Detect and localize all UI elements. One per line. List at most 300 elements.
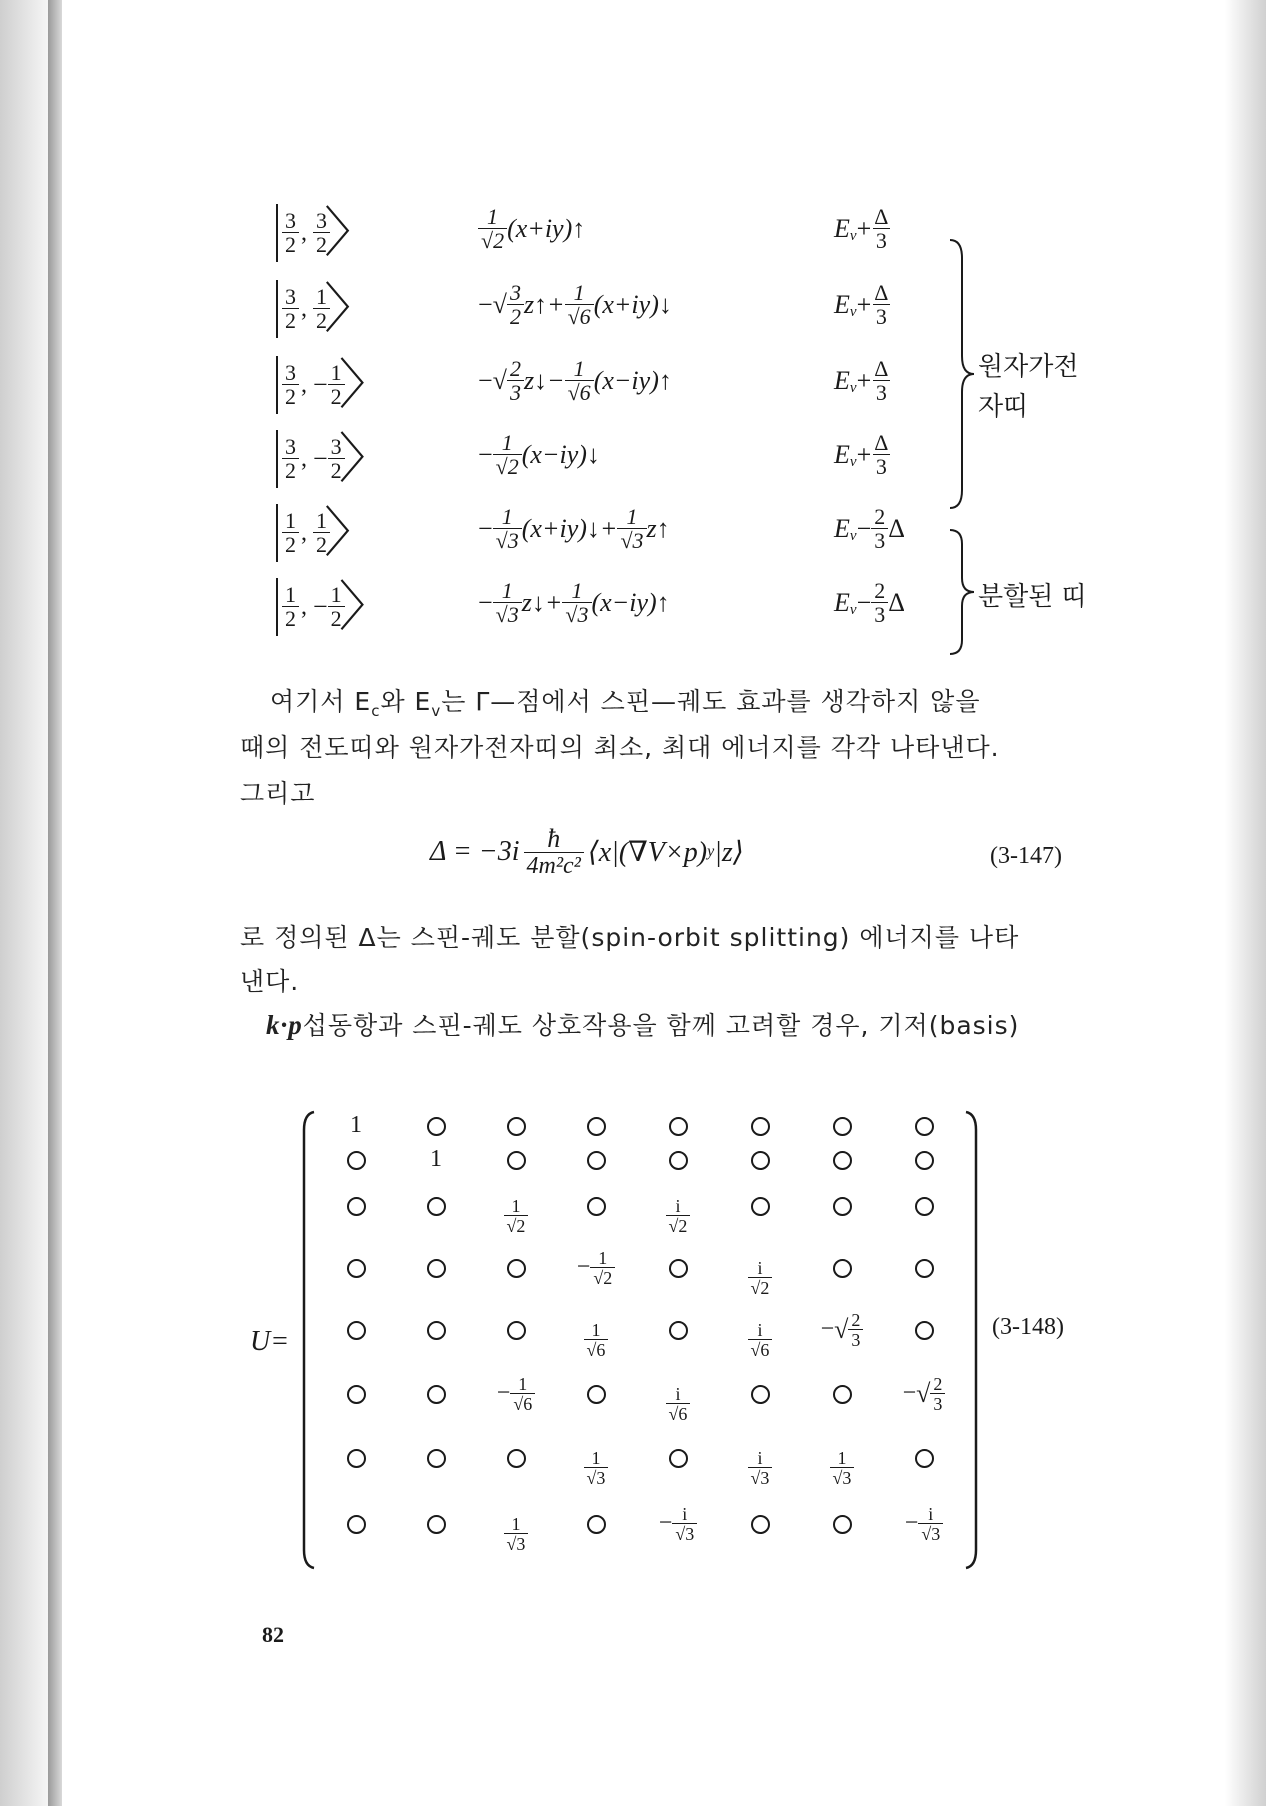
sqrt: √: [916, 1378, 931, 1408]
split-brace: [948, 528, 978, 656]
matrix-cell-2-1: [401, 1192, 471, 1219]
comma: ,: [301, 371, 307, 398]
denominator: 2: [282, 308, 299, 332]
zero-circle-icon: [751, 1151, 770, 1170]
matrix-cell-5-1: [401, 1380, 471, 1407]
denominator: 2: [328, 458, 345, 482]
eq147-fraction: [524, 826, 584, 878]
matrix-entry: [584, 1449, 609, 1487]
matrix-cell-7-0: [321, 1510, 391, 1537]
denominator: √3: [562, 602, 591, 626]
numerator: 2: [933, 1373, 943, 1394]
energy-E: E: [834, 290, 850, 319]
numerator: Δ: [874, 204, 889, 229]
energy-plus: +: [856, 440, 872, 469]
energy-sub-v: v: [849, 601, 857, 618]
ket-bar: [276, 578, 278, 636]
matrix-cell-4-1: [401, 1316, 471, 1343]
fraction: [830, 1449, 855, 1487]
denominator: √6: [666, 1403, 691, 1423]
zero-circle-icon: [669, 1151, 688, 1170]
matrix-left-bracket: [298, 1110, 318, 1570]
numerator: 2: [874, 504, 886, 529]
comma: ,: [301, 445, 307, 472]
comma: ,: [301, 295, 307, 322]
energy-sub-v: v: [849, 527, 857, 544]
zero-circle-icon: [427, 1449, 446, 1468]
matrix-entry: [748, 1449, 773, 1487]
sign: −: [496, 1380, 511, 1406]
fraction: [848, 1311, 863, 1349]
denominator: 3: [930, 1393, 945, 1413]
denominator: √6: [748, 1339, 773, 1359]
zero-circle-icon: [751, 1515, 770, 1534]
numerator: i: [757, 1320, 763, 1340]
matrix-cell-6-1: [401, 1444, 471, 1471]
matrix-cell-4-6: [807, 1309, 877, 1350]
ket-state-2: [276, 277, 378, 340]
matrix-cell-2-3: [561, 1192, 631, 1219]
numerator: i: [675, 1196, 681, 1216]
matrix-cell-7-3: [561, 1510, 631, 1537]
matrix-cell-0-0: [321, 1112, 391, 1139]
ket-angle: 〉: [338, 427, 393, 490]
ket-angle: 〉: [324, 277, 378, 340]
fraction: [504, 1197, 529, 1235]
fraction: [282, 210, 299, 256]
denominator: √2: [493, 454, 522, 478]
fraction: [282, 286, 299, 332]
fraction: [748, 1449, 773, 1487]
zero-circle-icon: [915, 1449, 934, 1468]
zero-circle-icon: [833, 1117, 852, 1136]
expr-text: z↑: [646, 514, 670, 543]
sign: −: [313, 370, 328, 399]
zero-circle-icon: [833, 1197, 852, 1216]
zero-circle-icon: [915, 1151, 934, 1170]
numerator: 3: [285, 284, 296, 309]
ket-energy-2: [834, 282, 891, 328]
numerator: 1: [330, 582, 342, 607]
matrix-entry: [584, 1321, 609, 1359]
fraction: [871, 580, 888, 626]
denominator: 3: [871, 602, 888, 626]
fraction: [748, 1321, 773, 1359]
matrix-cell-3-3: [561, 1247, 631, 1288]
expr-text: (x−iy)↑: [591, 588, 670, 617]
matrix-cell-1-7: [889, 1146, 959, 1173]
comma: ,: [301, 593, 307, 620]
matrix-entry: [748, 1259, 773, 1297]
expr-text: z↓−: [523, 366, 565, 395]
valence-label-2: 자띠: [978, 392, 1029, 422]
matrix-cell-4-4: [643, 1316, 713, 1343]
zero-circle-icon: [915, 1321, 934, 1340]
denominator: 3: [873, 304, 890, 328]
zero-circle-icon: [587, 1385, 606, 1404]
p1-sub-v: v: [431, 702, 442, 720]
sign: −: [904, 1510, 919, 1536]
matrix-cell-1-5: [725, 1146, 795, 1173]
energy-E: E: [834, 440, 850, 469]
matrix-cell-5-5: [725, 1380, 795, 1407]
zero-circle-icon: [347, 1449, 366, 1468]
numerator: 3: [285, 434, 296, 459]
denominator: √2: [748, 1277, 773, 1297]
zero-circle-icon: [427, 1385, 446, 1404]
zero-circle-icon: [669, 1117, 688, 1136]
denominator: 3: [873, 380, 890, 404]
fraction: [871, 206, 891, 252]
numerator: 1: [316, 508, 327, 533]
expr-text: −√: [478, 290, 507, 319]
fraction: [282, 436, 299, 482]
fraction: [504, 1515, 529, 1553]
matrix-cell-1-3: [561, 1146, 631, 1173]
denominator: 2: [313, 308, 330, 332]
energy-sub-v: v: [849, 303, 857, 320]
numerator: 3: [330, 434, 342, 459]
ket-energy-4: [834, 432, 891, 478]
paragraph-2-line-3: [266, 1006, 1019, 1042]
p1-sub-c: c: [371, 702, 381, 720]
matrix-entry: [504, 1515, 529, 1553]
matrix-cell-1-2: [481, 1146, 551, 1173]
p1-text-b: 와 E: [380, 687, 432, 716]
zero-circle-icon: [427, 1321, 446, 1340]
denominator: √3: [493, 602, 522, 626]
expr-text: (x−iy)↑: [593, 366, 672, 395]
zero-circle-icon: [427, 1515, 446, 1534]
matrix-cell-7-2: [481, 1510, 551, 1553]
ket-angle: 〉: [338, 575, 393, 638]
sign: −: [313, 592, 328, 621]
zero-circle-icon: [587, 1515, 606, 1534]
numerator: 1: [626, 504, 638, 529]
expr-text: z↑+: [523, 290, 565, 319]
fraction: [510, 1375, 535, 1413]
zero-circle-icon: [427, 1259, 446, 1278]
ket-expression-6: [478, 580, 670, 626]
matrix-entry: [821, 1311, 864, 1349]
matrix-entry: [905, 1505, 943, 1543]
fraction: [493, 432, 522, 478]
fraction: [590, 1249, 615, 1287]
p2-line3-rest: 섭동항과 스핀-궤도 상호작용을 함께 고려할 경우, 기저(basis): [302, 1011, 1020, 1040]
matrix-entry: [666, 1197, 691, 1235]
energy-E: E: [834, 514, 850, 543]
matrix-label: U=: [250, 1326, 290, 1357]
zero-circle-icon: [347, 1197, 366, 1216]
fraction: [493, 580, 522, 626]
numerator: 1: [571, 578, 583, 603]
valence-label-1: 원자가전: [978, 352, 1079, 382]
denominator: √2: [590, 1267, 615, 1287]
energy-delta: Δ: [888, 514, 905, 543]
matrix-cell-1-1: [401, 1146, 471, 1173]
fraction: [562, 580, 591, 626]
matrix-cell-6-5: [725, 1444, 795, 1487]
fraction: [871, 282, 891, 328]
matrix-cell-4-3: [561, 1316, 631, 1359]
fraction: [493, 506, 522, 552]
numerator: 3: [285, 360, 296, 385]
equation-3-147: [430, 826, 744, 878]
matrix-cell-4-2: [481, 1316, 551, 1343]
matrix-entry: [666, 1385, 691, 1423]
p1-text-c: 는 Γ—점에서 스핀—궤도 효과를 생각하지 않을: [441, 687, 981, 716]
matrix-cell-3-6: [807, 1254, 877, 1281]
matrix-cell-6-3: [561, 1444, 631, 1487]
matrix-cell-5-7: [889, 1373, 959, 1414]
sign: −: [313, 444, 328, 473]
matrix-cell-0-2: [481, 1112, 551, 1139]
sign: −: [576, 1254, 591, 1280]
zero-circle-icon: [347, 1515, 366, 1534]
numerator: 2: [509, 356, 521, 381]
zero-circle-icon: [587, 1117, 606, 1136]
split-label: 분할된 띠: [978, 582, 1087, 612]
numerator: 1: [285, 508, 296, 533]
denominator: 3: [848, 1329, 863, 1349]
matrix-cell-5-4: [643, 1380, 713, 1423]
eq147-number: (3-147): [990, 843, 1062, 869]
matrix-cell-3-7: [889, 1254, 959, 1281]
paragraph-1-line-1: [270, 682, 980, 720]
ket-expression-4: [478, 432, 600, 478]
numerator: i: [928, 1503, 934, 1524]
numerator: 1: [598, 1247, 608, 1268]
fraction: [918, 1505, 943, 1543]
ket-state-1: [276, 201, 378, 264]
matrix-cell-5-2: [481, 1373, 551, 1414]
energy-plus: +: [856, 214, 872, 243]
numerator: 3: [509, 280, 521, 305]
fraction: [871, 506, 888, 552]
numerator: 1: [511, 1514, 521, 1534]
denominator: 2: [282, 606, 299, 630]
fraction: [507, 282, 524, 328]
matrix-cell-2-7: [889, 1192, 959, 1219]
expr-text: −: [478, 588, 493, 617]
denominator: √3: [830, 1467, 855, 1487]
ket-angle: 〉: [324, 501, 378, 564]
ket-energy-3: [834, 358, 891, 404]
matrix-cell-1-6: [807, 1146, 877, 1173]
denominator: 2: [328, 384, 345, 408]
fraction: [507, 358, 524, 404]
ket-expression-5: [478, 506, 670, 552]
denominator: √2: [666, 1215, 691, 1235]
fraction: [666, 1197, 691, 1235]
matrix-cell-6-0: [321, 1444, 391, 1471]
ket-state-6: [276, 575, 393, 638]
energy-E: E: [834, 366, 850, 395]
numerator: 1: [591, 1320, 601, 1340]
eq147-lhs: Δ = −3i: [430, 836, 520, 867]
sign: −: [658, 1510, 673, 1536]
matrix-cell-0-3: [561, 1112, 631, 1139]
denominator: 2: [282, 232, 299, 256]
matrix-cell-6-7: [889, 1444, 959, 1471]
denominator: √3: [584, 1467, 609, 1487]
zero-circle-icon: [833, 1515, 852, 1534]
denominator: √2: [478, 228, 507, 252]
zero-circle-icon: [833, 1385, 852, 1404]
paragraph-1-line-3: 그리고: [240, 779, 316, 808]
matrix-cell-6-4: [643, 1444, 713, 1471]
zero-circle-icon: [669, 1321, 688, 1340]
matrix-cell-7-7: [889, 1503, 959, 1544]
energy-plus: +: [856, 366, 872, 395]
zero-circle-icon: [427, 1197, 446, 1216]
denominator: √6: [584, 1339, 609, 1359]
ket-expression-1: [478, 206, 585, 252]
denominator: 3: [873, 228, 890, 252]
numerator: 1: [837, 1448, 847, 1468]
numerator: 1: [511, 1196, 521, 1216]
fraction: [930, 1375, 945, 1413]
matrix-cell-6-2: [481, 1444, 551, 1471]
numerator: 1: [591, 1448, 601, 1468]
matrix-right-bracket: [962, 1110, 982, 1570]
matrix-cell-4-7: [889, 1316, 959, 1343]
paragraph-2-line-1: 로 정의된 Δ는 스핀-궤도 분할(spin-orbit splitting) 에너지를 나타: [240, 923, 1020, 952]
zero-circle-icon: [347, 1385, 366, 1404]
fraction: [584, 1321, 609, 1359]
numerator: i: [675, 1384, 681, 1404]
matrix-cell-0-5: [725, 1112, 795, 1139]
zero-circle-icon: [833, 1259, 852, 1278]
fraction: [584, 1449, 609, 1487]
matrix-cell-3-1: [401, 1254, 471, 1281]
matrix-cell-3-5: [725, 1254, 795, 1297]
matrix-cell-4-5: [725, 1316, 795, 1359]
numerator: 1: [285, 582, 296, 607]
ket-bar: [276, 356, 278, 414]
expr-text: −√: [478, 366, 507, 395]
fraction: [478, 206, 507, 252]
numerator: i: [757, 1448, 763, 1468]
denominator: 2: [282, 532, 299, 556]
denominator: 2: [313, 532, 330, 556]
denominator: 3: [873, 454, 890, 478]
numerator: 3: [285, 208, 296, 233]
sign: −: [902, 1380, 917, 1406]
denominator: √3: [617, 528, 646, 552]
matrix-cell-3-0: [321, 1254, 391, 1281]
numerator: 1: [501, 504, 513, 529]
numerator: i: [757, 1258, 763, 1278]
expr-text: −: [478, 440, 493, 469]
matrix-cell-1-0: [321, 1146, 391, 1173]
matrix-cell-3-4: [643, 1254, 713, 1281]
zero-circle-icon: [347, 1321, 366, 1340]
numerator: 1: [330, 360, 342, 385]
numerator: 1: [573, 280, 585, 305]
matrix-cell-7-6: [807, 1510, 877, 1537]
zero-circle-icon: [915, 1259, 934, 1278]
matrix-entry: [504, 1197, 529, 1235]
ket-angle: 〉: [338, 353, 393, 416]
comma: ,: [301, 219, 307, 246]
matrix-cell-6-6: [807, 1444, 877, 1487]
fraction: [282, 584, 299, 630]
book-spine: [48, 0, 62, 1806]
fraction: [617, 506, 646, 552]
numerator: Δ: [874, 430, 889, 455]
sqrt: √: [834, 1314, 849, 1344]
zero-circle-icon: [507, 1117, 526, 1136]
denominator: √6: [565, 304, 594, 328]
ket-expression-2: [478, 282, 672, 328]
fraction: [672, 1505, 697, 1543]
expr-text: −: [478, 514, 493, 543]
zero-circle-icon: [669, 1449, 688, 1468]
numerator: 1: [501, 430, 513, 455]
energy-delta: Δ: [888, 588, 905, 617]
numerator: 2: [851, 1309, 861, 1330]
page-number: 82: [262, 1622, 284, 1647]
eq147-denom: 4m²c²: [524, 852, 584, 878]
zero-circle-icon: [347, 1259, 366, 1278]
energy-sub-v: v: [849, 379, 857, 396]
ket-state-5: [276, 501, 378, 564]
numerator: 1: [573, 356, 585, 381]
sign: −: [820, 1316, 835, 1342]
expr-text: (x+iy)↓: [593, 290, 672, 319]
matrix-value: 1: [350, 1112, 362, 1138]
denominator: √3: [493, 528, 522, 552]
matrix-cell-0-4: [643, 1112, 713, 1139]
numerator: 1: [501, 578, 513, 603]
zero-circle-icon: [833, 1151, 852, 1170]
fraction: [565, 358, 594, 404]
expr-text: (x−iy)↓: [521, 440, 600, 469]
ket-angle: 〉: [324, 201, 378, 264]
matrix-cell-7-5: [725, 1510, 795, 1537]
matrix-cell-2-6: [807, 1192, 877, 1219]
numerator: 2: [874, 578, 886, 603]
denominator: 2: [282, 384, 299, 408]
matrix-cell-1-4: [643, 1146, 713, 1173]
zero-circle-icon: [427, 1117, 446, 1136]
denominator: 2: [282, 458, 299, 482]
fraction: [871, 358, 891, 404]
ket-bar: [276, 430, 278, 488]
ket-bar: [276, 504, 278, 562]
matrix-entry: [577, 1249, 615, 1287]
zero-circle-icon: [669, 1259, 688, 1278]
matrix-cell-5-0: [321, 1380, 391, 1407]
ket-energy-6: [834, 580, 905, 626]
matrix-entry: [903, 1375, 946, 1413]
valence-brace: [948, 238, 978, 510]
numerator: i: [682, 1503, 688, 1524]
zero-circle-icon: [507, 1259, 526, 1278]
matrix-cell-2-5: [725, 1192, 795, 1219]
fraction: [282, 362, 299, 408]
paragraph-1-line-2: 때의 전도띠와 원자가전자띠의 최소, 최대 에너지를 각각 나타낸다.: [240, 733, 1000, 762]
denominator: 3: [507, 380, 524, 404]
fraction: [666, 1385, 691, 1423]
zero-circle-icon: [587, 1197, 606, 1216]
matrix-cell-0-7: [889, 1112, 959, 1139]
ket-expression-3: [478, 358, 672, 404]
expr-text: (x+iy)↓+: [521, 514, 618, 543]
matrix-cell-2-2: [481, 1192, 551, 1235]
numerator: Δ: [874, 280, 889, 305]
